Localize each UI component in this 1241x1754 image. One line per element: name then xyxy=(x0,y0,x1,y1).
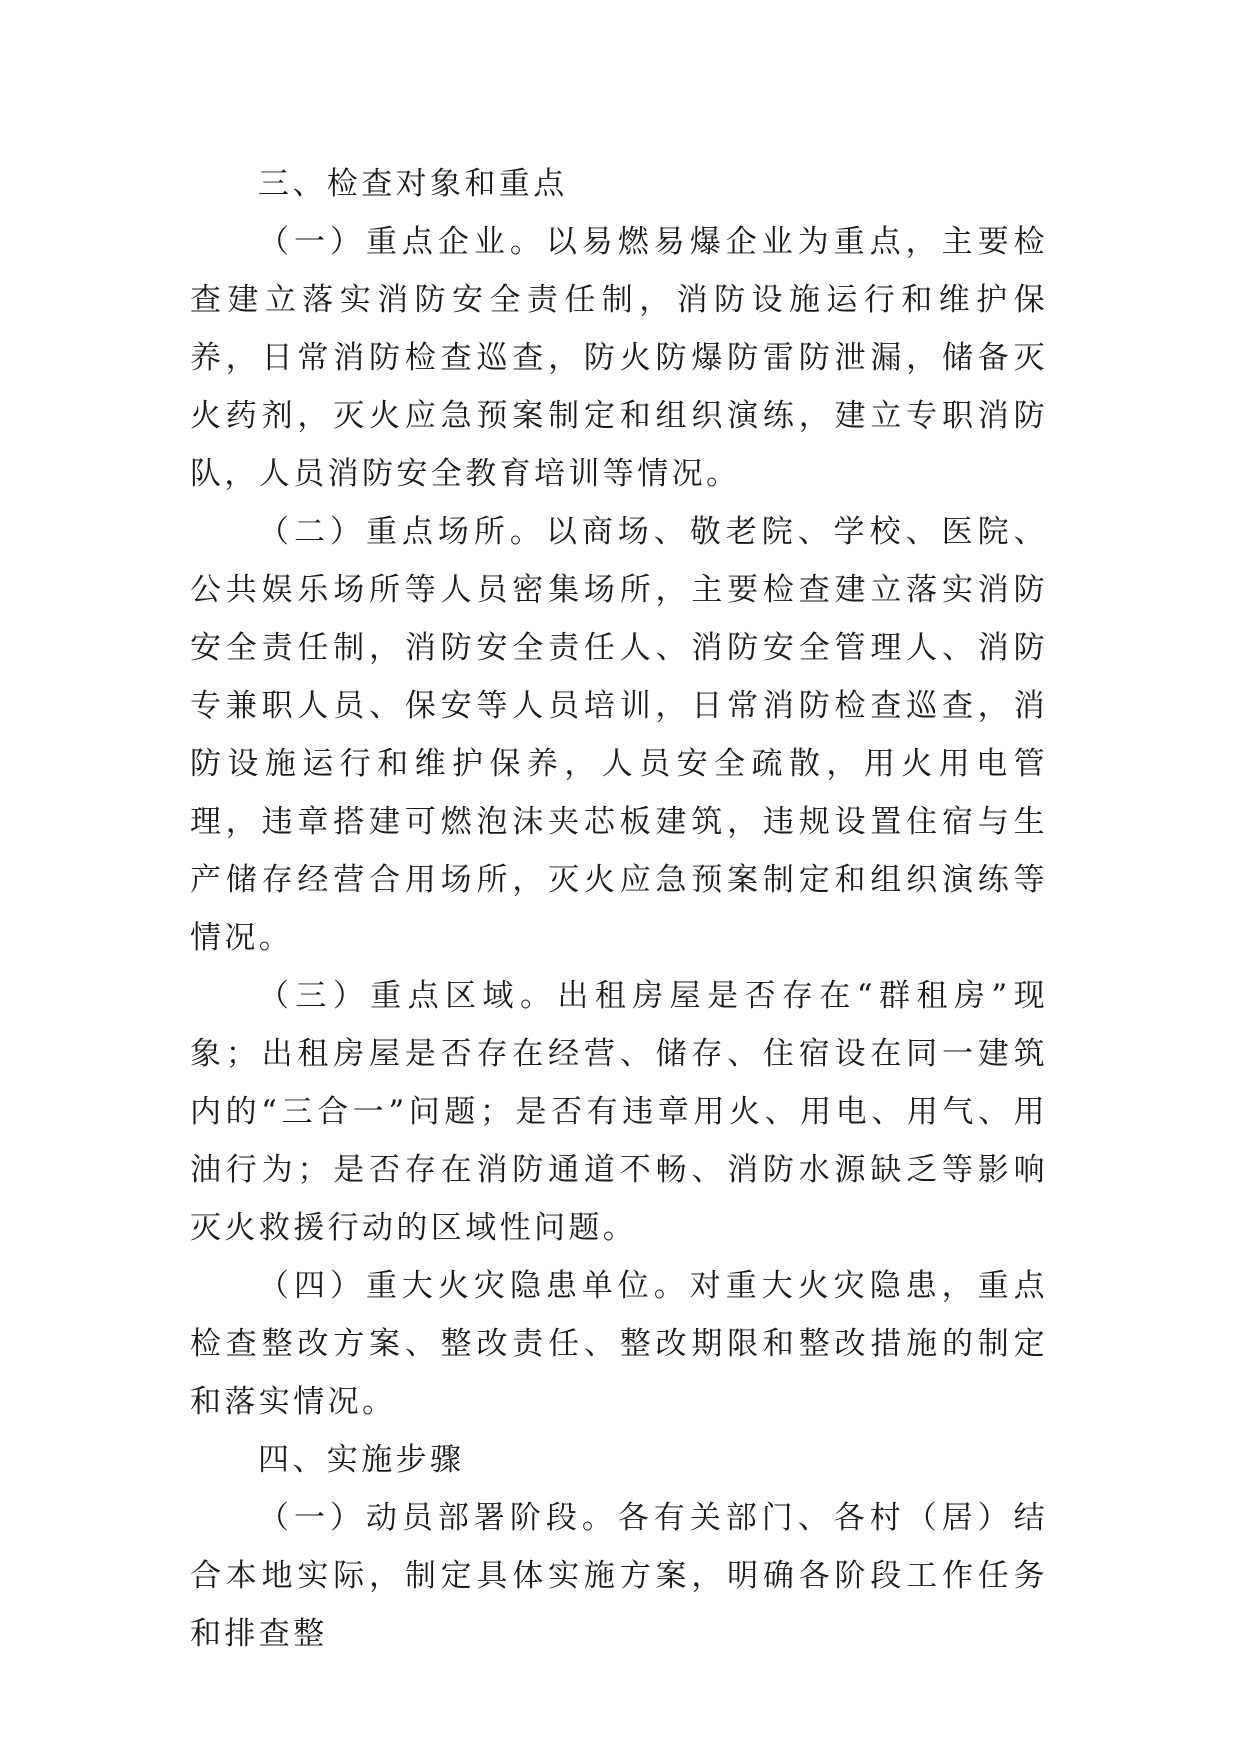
document-body xyxy=(190,155,1048,1663)
paragraph-mobilization-stage: （一）动员部署阶段。各有关部门、各村（居）结合本地实际，制定具体实施方案，明确各阶段工作任务和排查整 xyxy=(190,1500,1048,1652)
section-heading-implementation-steps: 四、实施步骤 xyxy=(258,1442,465,1478)
paragraph-major-hazard-units: （四）重大火灾隐患单位。对重大火灾隐患，重点检查整改方案、整改责任、整改期限和整改措施的制定和落实情况。 xyxy=(190,1268,1048,1420)
paragraph-key-areas: （三）重点区域。出租房屋是否存在“群租房”现象；出租房屋是否存在经营、储存、住宿设在同一建筑内的“三合一”问题；是否有违章用火、用电、用气、用油行为；是否存在消防通道不畅、消防水源缺乏等影响灭火救援行动的区域性问题。 xyxy=(190,978,1048,1246)
paragraph-key-enterprises: （一）重点企业。以易燃易爆企业为重点，主要检查建立落实消防安全责任制，消防设施运行和维护保养，日常消防检查巡查，防火防爆防雷防泄漏，储备灭火药剂，灭火应急预案制定和组织演练，建立专职消防队，人员消防安全教育培训等情况。 xyxy=(190,224,1048,492)
section-heading-inspection-targets: 三、检查对象和重点 xyxy=(258,166,568,202)
paragraph-key-venues: （二）重点场所。以商场、敬老院、学校、医院、公共娱乐场所等人员密集场所，主要检查建立落实消防安全责任制，消防安全责任人、消防安全管理人、消防专兼职人员、保安等人员培训，日常消防检查巡查，消防设施运行和维护保养，人员安全疏散，用火用电管理，违章搭建可燃泡沫夹芯板建筑，违规设置住宿与生产储存经营合用场所，灭火应急预案制定和组织演练等情况。 xyxy=(190,514,1048,956)
